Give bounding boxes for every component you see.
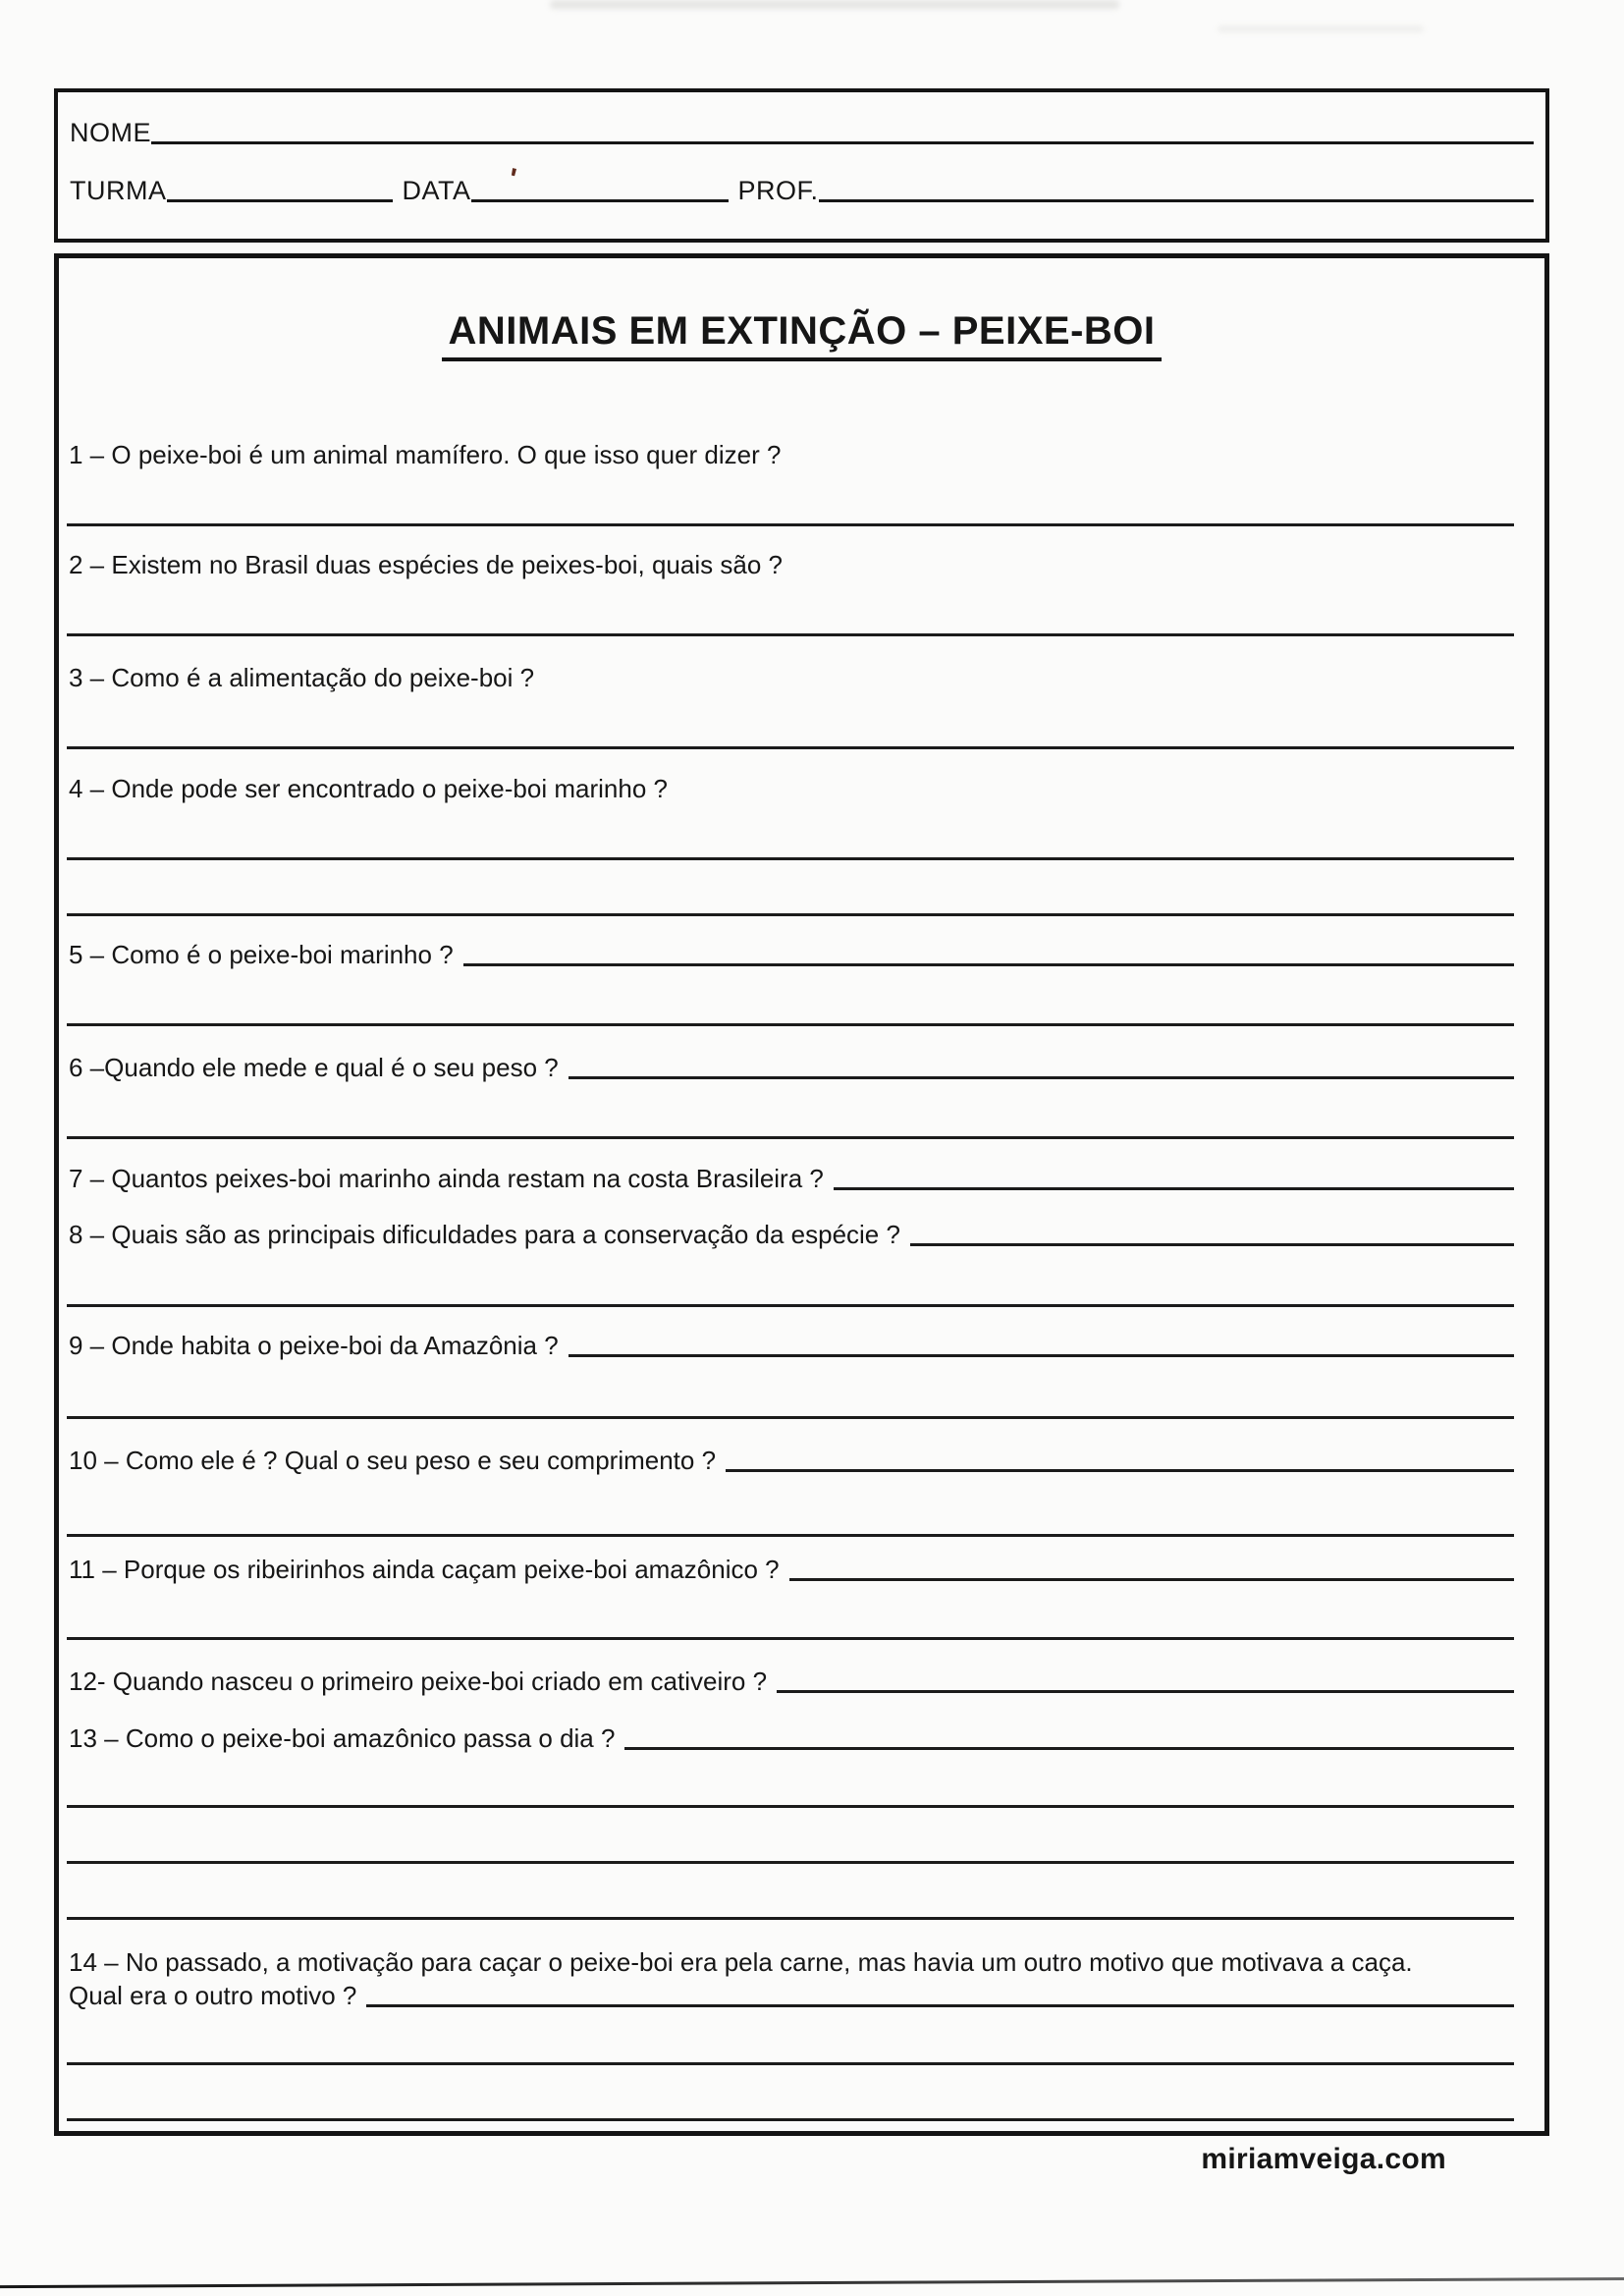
- inline-answer-line: [568, 1076, 1514, 1079]
- question-4: 4 – Onde pode ser encontrado o peixe-boi marinho ?: [69, 774, 668, 803]
- question-1: 1 – O peixe-boi é um animal mamífero. O que isso quer dizer ?: [69, 440, 782, 469]
- class-date-teacher-row: [58, 176, 1545, 206]
- question-14: [69, 1945, 1514, 2012]
- question-12-text: 12- Quando nasceu o primeiro peixe-boi criado em cativeiro ?: [69, 1667, 768, 1696]
- question-10: [69, 1444, 1514, 1477]
- answer-line: [67, 1023, 1514, 1026]
- student-info-box: [54, 88, 1549, 243]
- question-11-text: 11 – Porque os ribeirinhos ainda caçam peixe-boi amazônico ?: [69, 1555, 780, 1584]
- question-11: [69, 1553, 1514, 1586]
- inline-answer-line: [910, 1243, 1514, 1246]
- class-label: TURMA: [70, 176, 167, 205]
- scan-smudge-top: [550, 0, 1119, 9]
- class-blank-line: [167, 176, 393, 202]
- inline-answer-line: [568, 1354, 1514, 1357]
- website-credit: miriamveiga.com: [1201, 2143, 1446, 2175]
- question-7: [69, 1162, 1514, 1195]
- name-label: NOME: [70, 118, 151, 147]
- answer-line: [67, 913, 1514, 916]
- answer-line: [67, 1637, 1514, 1640]
- question-12: [69, 1665, 1514, 1698]
- question-6: [69, 1051, 1514, 1084]
- question-6-text: 6 –Quando ele mede e qual é o seu peso ?: [69, 1053, 559, 1082]
- answer-line: [67, 1136, 1514, 1139]
- inline-answer-line: [463, 963, 1514, 966]
- date-label: DATA: [402, 176, 471, 205]
- question-8: [69, 1218, 1514, 1251]
- teacher-blank-line: [819, 176, 1534, 202]
- question-9-text: 9 – Onde habita o peixe-boi da Amazônia ?: [69, 1331, 559, 1360]
- inline-answer-line: [366, 2004, 1514, 2007]
- answer-line: [67, 746, 1514, 749]
- question-2: 2 – Existem no Brasil duas espécies de peixes-boi, quais são ?: [69, 550, 783, 579]
- question-14-text-line1: 14 – No passado, a motivação para caçar o peixe-boi era pela carne, mas havia um outro motivo que motivava a caça.: [69, 1947, 1413, 1977]
- inline-answer-line: [834, 1187, 1514, 1190]
- question-7-text: 7 – Quantos peixes-boi marinho ainda restam na costa Brasileira ?: [69, 1164, 824, 1193]
- answer-line: [67, 2062, 1514, 2065]
- teacher-label: PROF.: [737, 176, 819, 205]
- title-row: [59, 309, 1544, 361]
- answer-line: [67, 633, 1514, 636]
- answer-line: [67, 1861, 1514, 1864]
- question-13-text: 13 – Como o peixe-boi amazônico passa o dia ?: [69, 1723, 616, 1753]
- question-5-text: 5 – Como é o peixe-boi marinho ?: [69, 940, 454, 969]
- question-10-text: 10 – Como ele é ? Qual o seu peso e seu comprimento ?: [69, 1446, 717, 1475]
- question-5: [69, 938, 1514, 971]
- inline-answer-line: [789, 1578, 1514, 1581]
- answer-line: [67, 1534, 1514, 1537]
- answer-line: [67, 523, 1514, 526]
- pen-tick-mark: ': [505, 162, 519, 196]
- inline-answer-line: [624, 1747, 1514, 1750]
- answer-line: [67, 1917, 1514, 1920]
- answer-line: [67, 1416, 1514, 1419]
- name-row: [58, 118, 1545, 148]
- answer-line: [67, 857, 1514, 860]
- scan-smudge-top-right: [1218, 26, 1424, 32]
- inline-answer-line: [777, 1690, 1514, 1693]
- worksheet-title: ANIMAIS EM EXTINÇÃO – PEIXE-BOI: [442, 309, 1161, 361]
- page-edge-scan-line: [0, 2277, 1624, 2288]
- inline-answer-line: [726, 1469, 1514, 1472]
- question-8-text: 8 – Quais são as principais dificuldades para a conservação da espécie ?: [69, 1220, 900, 1249]
- answer-line: [67, 1805, 1514, 1808]
- question-13: [69, 1722, 1514, 1755]
- question-9: [69, 1329, 1514, 1362]
- question-3: 3 – Como é a alimentação do peixe-boi ?: [69, 663, 535, 692]
- question-14-text-line2-row: [69, 1979, 1514, 2012]
- worksheet-box: [54, 253, 1549, 2136]
- answer-line: [67, 1304, 1514, 1307]
- question-14-text-line2: Qual era o outro motivo ?: [69, 1981, 357, 2010]
- answer-line: [67, 2118, 1514, 2121]
- name-blank-line: [151, 118, 1534, 144]
